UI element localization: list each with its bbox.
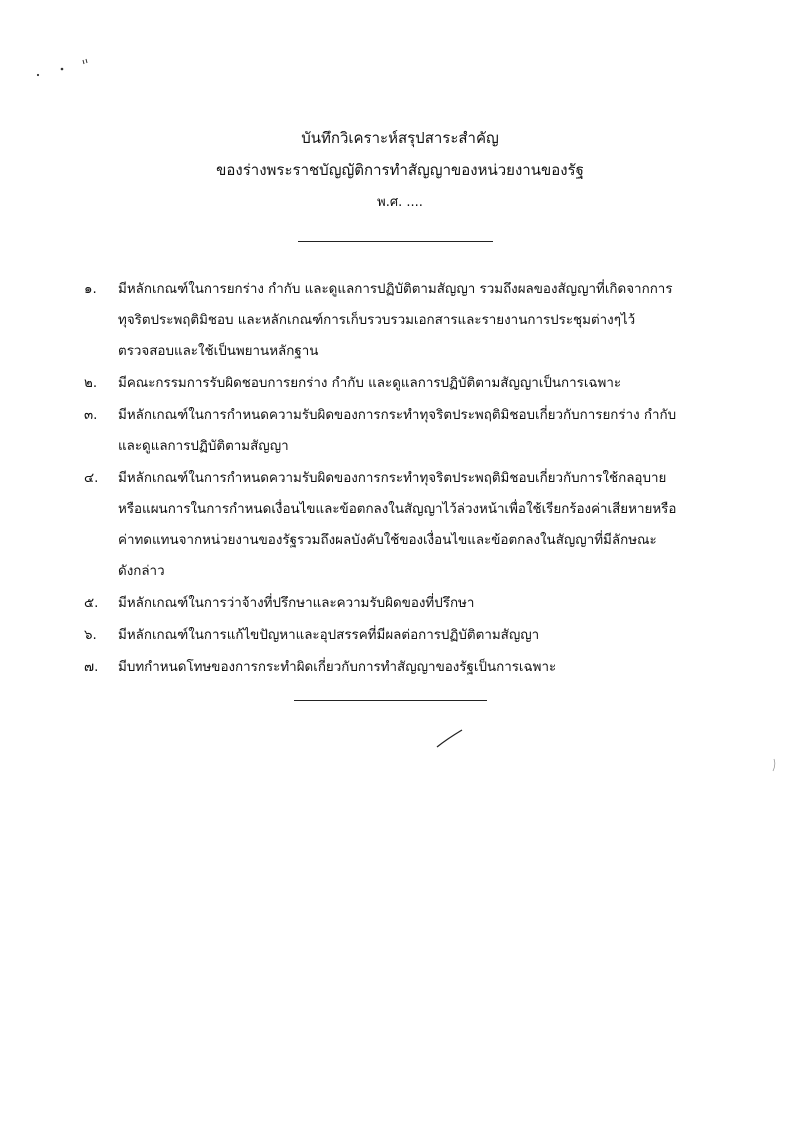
- item-number: ๗.: [84, 660, 99, 675]
- item-text-line: และดูแลการปฏิบัติตามสัญญา: [118, 439, 289, 454]
- document-title: บันทึกวิเคราะห์สรุปสาระสำคัญ: [301, 129, 499, 147]
- end-divider: [294, 700, 487, 701]
- item-text-line: มีหลักเกณฑ์ในการว่าจ้างที่ปรึกษาและความรับผิดของที่ปรึกษา: [118, 596, 475, 611]
- item-number: ๒.: [84, 376, 98, 391]
- list-item: [84, 620, 724, 651]
- document-subtitle: ของร่างพระราชบัญญัติการทำสัญญาของหน่วยงานของรัฐ: [216, 161, 584, 179]
- item-text-line: ตรวจสอบและใช้เป็นพยานหลักฐาน: [118, 344, 319, 359]
- list-item: [84, 652, 724, 683]
- item-text-line: ดังกล่าว: [118, 564, 165, 579]
- list-item: [84, 274, 724, 367]
- summary-list: [84, 274, 724, 684]
- item-text-line: มีคณะกรรมการรับผิดชอบการยกร่าง กำกับ และดูแลการปฏิบัติตามสัญญาเป็นการเฉพาะ: [118, 376, 622, 391]
- item-text-line: มีหลักเกณฑ์ในการกำหนดความรับผิดของการกระทำทุจริตประพฤติมิชอบเกี่ยวกับการยกร่าง กำกับ: [118, 408, 677, 423]
- initials-mark: [435, 727, 465, 749]
- list-item: [84, 463, 724, 587]
- scan-edge-mark: [770, 758, 778, 772]
- item-text-line: หรือแผนการในการกำหนดเงื่อนไขและข้อตกลงในสัญญาไว้ล่วงหน้าเพื่อใช้เรียกร้องค่าเสียหายหรือ: [118, 502, 677, 517]
- item-text-line: มีหลักเกณฑ์ในการยกร่าง กำกับ และดูแลการปฏิบัติตามสัญญา รวมถึงผลของสัญญาที่เกิดจากการ: [118, 282, 673, 297]
- title-divider: [298, 241, 493, 242]
- item-text-line: มีบทกำหนดโทษของการกระทำผิดเกี่ยวกับการทำสัญญาของรัฐเป็นการเฉพาะ: [118, 660, 557, 675]
- item-text-line: ค่าทดแทนจากหน่วยงานของรัฐรวมถึงผลบังคับใช้ของเงื่อนไขและข้อตกลงในสัญญาที่มีลักษณะ: [118, 533, 657, 548]
- list-item: [84, 588, 724, 619]
- item-number: ๕.: [84, 596, 99, 611]
- item-number: ๓.: [84, 408, 98, 423]
- list-item: [84, 400, 724, 462]
- item-number: ๖.: [84, 628, 97, 643]
- document-year: พ.ศ. ....: [377, 195, 423, 210]
- item-number: ๑.: [84, 282, 97, 297]
- scan-specks: [30, 55, 100, 80]
- item-text-line: มีหลักเกณฑ์ในการแก้ไขปัญหาและอุปสรรคที่มีผลต่อการปฏิบัติตามสัญญา: [118, 628, 540, 643]
- item-text-line: ทุจริตประพฤติมิชอบ และหลักเกณฑ์การเก็บรวบรวมเอกสารและรายงานการประชุมต่างๆไว้: [118, 313, 636, 328]
- item-number: ๔.: [84, 471, 99, 486]
- list-item: [84, 368, 724, 399]
- item-text-line: มีหลักเกณฑ์ในการกำหนดความรับผิดของการกระทำทุจริตประพฤติมิชอบเกี่ยวกับการใช้กลอุบาย: [118, 471, 667, 486]
